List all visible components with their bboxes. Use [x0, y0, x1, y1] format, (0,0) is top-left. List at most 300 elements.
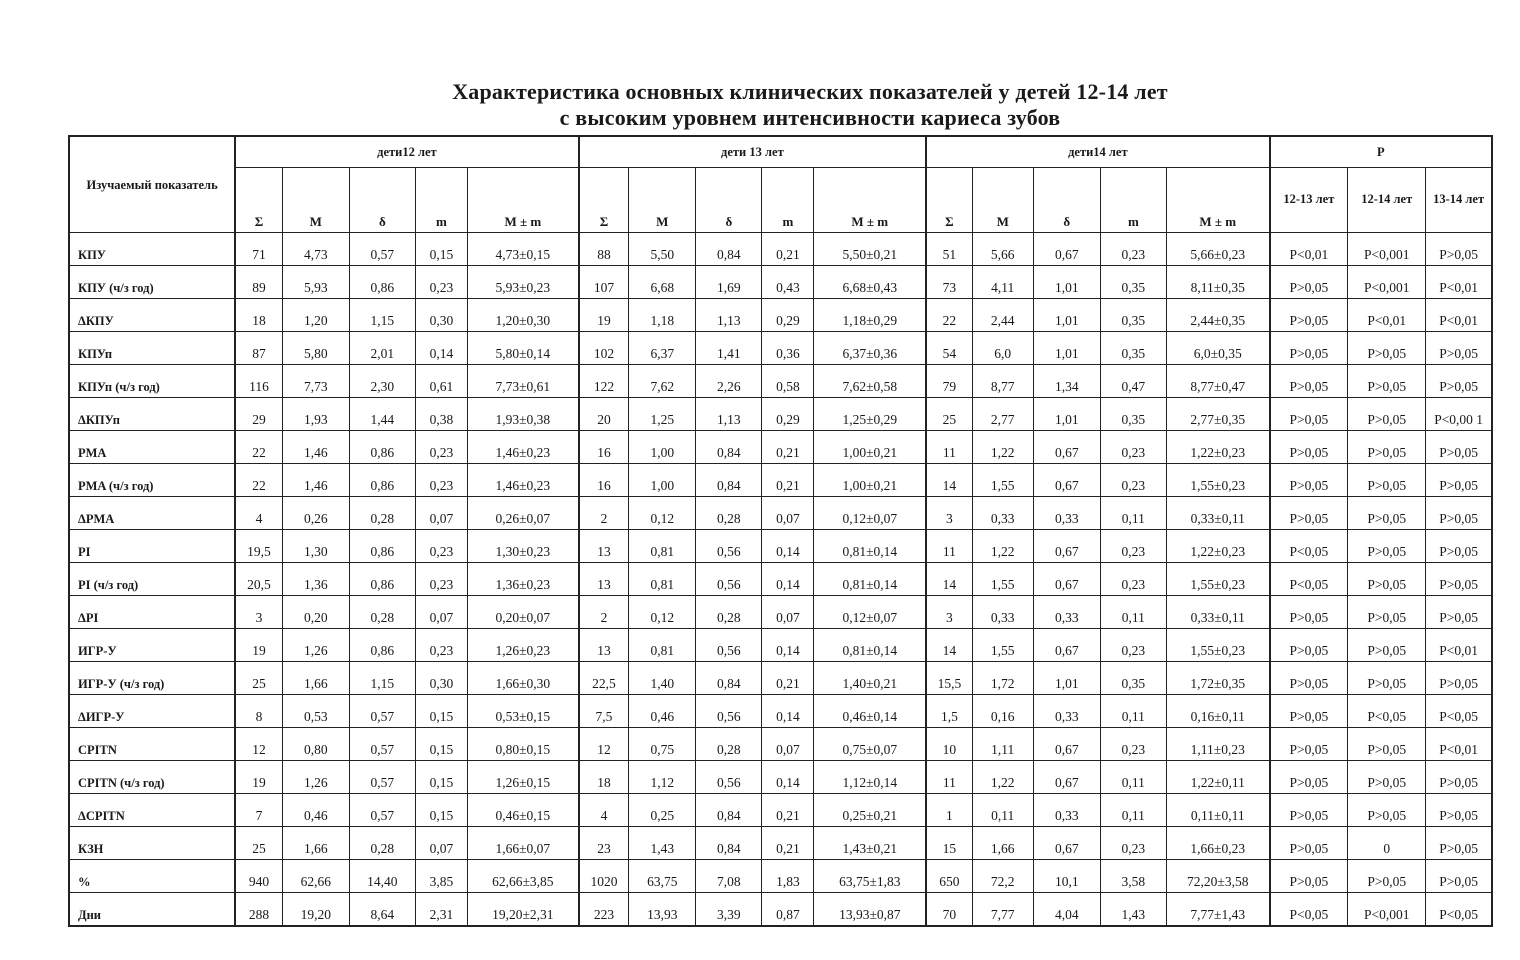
- table-cell: 0,81±0,14: [814, 629, 926, 662]
- row-label: ΔКПУп: [69, 398, 235, 431]
- table-cell: 0,14: [762, 530, 814, 563]
- table-cell: 122: [579, 365, 629, 398]
- table-cell: 0,33: [1033, 794, 1100, 827]
- table-cell: 0,23: [1100, 233, 1166, 266]
- row-label: CPITN: [69, 728, 235, 761]
- table-cell: 0,23: [1100, 563, 1166, 596]
- table-cell: P>0,05: [1270, 629, 1348, 662]
- table-cell: P>0,05: [1270, 299, 1348, 332]
- table-cell: 54: [926, 332, 972, 365]
- table-cell: 6,68: [629, 266, 696, 299]
- table-cell: 1,46: [282, 431, 349, 464]
- table-cell: 0,23: [415, 629, 467, 662]
- table-cell: P>0,05: [1426, 794, 1492, 827]
- table-cell: 0,53: [282, 695, 349, 728]
- table-cell: 29: [235, 398, 282, 431]
- table-row: [69, 893, 1492, 927]
- table-cell: 1,66: [972, 827, 1033, 860]
- table-cell: P>0,05: [1348, 761, 1426, 794]
- table-cell: 940: [235, 860, 282, 893]
- table-cell: 0,58: [762, 365, 814, 398]
- table-cell: 0,11: [1100, 695, 1166, 728]
- table-cell: 1,26: [282, 761, 349, 794]
- table-cell: 1,66±0,23: [1166, 827, 1269, 860]
- table-cell: 0,57: [349, 794, 415, 827]
- table-cell: 1,25: [629, 398, 696, 431]
- title-line-2: с высоким уровнем интенсивности кариеса зубов: [559, 105, 1061, 130]
- table-cell: P>0,05: [1348, 563, 1426, 596]
- table-cell: 0,35: [1100, 266, 1166, 299]
- table-cell: 20: [579, 398, 629, 431]
- table-cell: 0,57: [349, 761, 415, 794]
- table-cell: 1,43: [629, 827, 696, 860]
- table-cell: 0,75±0,07: [814, 728, 926, 761]
- table-cell: 2,44: [972, 299, 1033, 332]
- table-cell: P>0,05: [1426, 761, 1492, 794]
- table-cell: P>0,05: [1426, 662, 1492, 695]
- table-cell: 5,93: [282, 266, 349, 299]
- table-cell: 0,25: [629, 794, 696, 827]
- table-cell: 62,66: [282, 860, 349, 893]
- col-sigma: δ: [349, 168, 415, 233]
- table-cell: 0,81±0,14: [814, 530, 926, 563]
- col-mean: М: [629, 168, 696, 233]
- table-cell: 1,11: [972, 728, 1033, 761]
- table-cell: 0,23: [1100, 629, 1166, 662]
- table-cell: 1,55: [972, 464, 1033, 497]
- table-cell: 0,07: [762, 728, 814, 761]
- table-cell: 7,08: [696, 860, 762, 893]
- table-cell: 87: [235, 332, 282, 365]
- table-cell: 1,46±0,23: [467, 431, 578, 464]
- table-cell: 650: [926, 860, 972, 893]
- table-cell: 0,67: [1033, 233, 1100, 266]
- table-cell: 1,01: [1033, 266, 1100, 299]
- table-cell: 0,38: [415, 398, 467, 431]
- table-cell: 1,20±0,30: [467, 299, 578, 332]
- table-cell: 16: [579, 464, 629, 497]
- table-row: [69, 860, 1492, 893]
- group-header-14: дети14 лет: [926, 136, 1269, 168]
- table-cell: 0,47: [1100, 365, 1166, 398]
- table-cell: P<0,001: [1348, 893, 1426, 927]
- table-cell: 0,33: [972, 596, 1033, 629]
- table-cell: 7,73±0,61: [467, 365, 578, 398]
- table-cell: 0,33±0,11: [1166, 596, 1269, 629]
- table-cell: 1: [926, 794, 972, 827]
- table-cell: P<0,01: [1348, 299, 1426, 332]
- table-cell: P>0,05: [1348, 662, 1426, 695]
- document-title: [220, 79, 1400, 131]
- group-header-13: дети 13 лет: [579, 136, 926, 168]
- table-row: [69, 497, 1492, 530]
- table-row: [69, 398, 1492, 431]
- col-sigma: δ: [696, 168, 762, 233]
- table-cell: P>0,05: [1426, 530, 1492, 563]
- table-cell: 0,33: [1033, 695, 1100, 728]
- table-cell: 14: [926, 563, 972, 596]
- table-cell: P>0,05: [1270, 266, 1348, 299]
- table-cell: P>0,05: [1426, 431, 1492, 464]
- table-cell: 1,13: [696, 398, 762, 431]
- table-row: [69, 596, 1492, 629]
- row-label: ΔИГР-У: [69, 695, 235, 728]
- table-cell: 16: [579, 431, 629, 464]
- table-cell: 0,33: [972, 497, 1033, 530]
- table-cell: 7,77: [972, 893, 1033, 927]
- table-cell: 0,23: [1100, 530, 1166, 563]
- table-cell: 2,77±0,35: [1166, 398, 1269, 431]
- table-cell: 20,5: [235, 563, 282, 596]
- table-cell: 0,33: [1033, 497, 1100, 530]
- table-cell: 0,21: [762, 662, 814, 695]
- table-cell: P>0,05: [1348, 464, 1426, 497]
- table-cell: 4: [579, 794, 629, 827]
- table-cell: P>0,05: [1348, 596, 1426, 629]
- table-cell: 22: [235, 464, 282, 497]
- table-cell: 1,40: [629, 662, 696, 695]
- table-cell: 1,26±0,15: [467, 761, 578, 794]
- col-m: m: [1100, 168, 1166, 233]
- table-cell: 0,84: [696, 794, 762, 827]
- table-cell: 0: [1348, 827, 1426, 860]
- table-cell: 22,5: [579, 662, 629, 695]
- table-cell: 0,21: [762, 464, 814, 497]
- table-cell: 0,20±0,07: [467, 596, 578, 629]
- table-cell: 0,87: [762, 893, 814, 927]
- table-cell: 8: [235, 695, 282, 728]
- table-cell: 0,14: [762, 629, 814, 662]
- table-cell: 0,21: [762, 827, 814, 860]
- col-m: m: [762, 168, 814, 233]
- table-cell: 0,46: [282, 794, 349, 827]
- table-cell: 1,22±0,23: [1166, 431, 1269, 464]
- table-cell: 0,12: [629, 497, 696, 530]
- table-cell: 1,46±0,23: [467, 464, 578, 497]
- table-cell: P<0,01: [1426, 629, 1492, 662]
- table-cell: 1,46: [282, 464, 349, 497]
- table-row: [69, 365, 1492, 398]
- row-label: КПУ: [69, 233, 235, 266]
- table-cell: 12: [579, 728, 629, 761]
- table-cell: 7,77±1,43: [1166, 893, 1269, 927]
- table-cell: 0,15: [415, 794, 467, 827]
- table-cell: 88: [579, 233, 629, 266]
- table-cell: 12: [235, 728, 282, 761]
- table-cell: 1,55±0,23: [1166, 464, 1269, 497]
- table-cell: 1,11±0,23: [1166, 728, 1269, 761]
- table-cell: 1,44: [349, 398, 415, 431]
- table-cell: 0,86: [349, 266, 415, 299]
- col-p-13-14: 13-14 лет: [1426, 168, 1492, 233]
- table-cell: 0,23: [415, 266, 467, 299]
- table-cell: 0,46±0,14: [814, 695, 926, 728]
- table-cell: 0,67: [1033, 728, 1100, 761]
- table-cell: 1,66: [282, 827, 349, 860]
- row-label: %: [69, 860, 235, 893]
- table-cell: 19: [579, 299, 629, 332]
- table-cell: 3: [926, 497, 972, 530]
- table-cell: 13: [579, 530, 629, 563]
- table-cell: P>0,05: [1270, 761, 1348, 794]
- table-cell: 1,22: [972, 530, 1033, 563]
- table-cell: 1,01: [1033, 398, 1100, 431]
- table-cell: P<0,05: [1426, 893, 1492, 927]
- table-cell: 0,14: [762, 563, 814, 596]
- row-label: PMA: [69, 431, 235, 464]
- table-cell: 0,23: [415, 464, 467, 497]
- table-cell: 8,77: [972, 365, 1033, 398]
- table-cell: 8,11±0,35: [1166, 266, 1269, 299]
- table-cell: 0,23: [415, 530, 467, 563]
- table-cell: 102: [579, 332, 629, 365]
- table-cell: 4,11: [972, 266, 1033, 299]
- col-m: m: [415, 168, 467, 233]
- col-sum: Σ: [235, 168, 282, 233]
- table-cell: 2,44±0,35: [1166, 299, 1269, 332]
- table-cell: 0,81: [629, 530, 696, 563]
- table-cell: 4,04: [1033, 893, 1100, 927]
- table-cell: 0,23: [1100, 464, 1166, 497]
- table-cell: 4,73: [282, 233, 349, 266]
- table-cell: 1,12: [629, 761, 696, 794]
- table-cell: 0,80: [282, 728, 349, 761]
- row-label: ИГР-У (ч/з год): [69, 662, 235, 695]
- table-cell: 5,80±0,14: [467, 332, 578, 365]
- table-cell: 25: [235, 827, 282, 860]
- table-cell: 6,68±0,43: [814, 266, 926, 299]
- table-cell: 1,36±0,23: [467, 563, 578, 596]
- table-cell: 19,20±2,31: [467, 893, 578, 927]
- table-cell: 0,07: [415, 596, 467, 629]
- table-cell: P<0,01: [1426, 728, 1492, 761]
- row-label: КЗН: [69, 827, 235, 860]
- table-cell: 0,61: [415, 365, 467, 398]
- table-cell: 0,11±0,11: [1166, 794, 1269, 827]
- table-cell: 116: [235, 365, 282, 398]
- table-cell: 0,25±0,21: [814, 794, 926, 827]
- table-row: [69, 299, 1492, 332]
- table-cell: 19: [235, 761, 282, 794]
- table-cell: 1,22: [972, 761, 1033, 794]
- table-cell: 0,35: [1100, 662, 1166, 695]
- table-cell: 7: [235, 794, 282, 827]
- table-cell: P<0,05: [1348, 695, 1426, 728]
- table-cell: 72,20±3,58: [1166, 860, 1269, 893]
- table-cell: 18: [579, 761, 629, 794]
- row-label: ИГР-У: [69, 629, 235, 662]
- table-cell: 0,56: [696, 530, 762, 563]
- table-cell: 0,53±0,15: [467, 695, 578, 728]
- table-cell: P>0,05: [1426, 860, 1492, 893]
- table-cell: 0,30: [415, 662, 467, 695]
- table-cell: 15: [926, 827, 972, 860]
- table-cell: 1,34: [1033, 365, 1100, 398]
- table-cell: 1,22±0,23: [1166, 530, 1269, 563]
- row-label: КПУп (ч/з год): [69, 365, 235, 398]
- data-table: [68, 135, 1493, 927]
- table-cell: 0,35: [1100, 299, 1166, 332]
- table-cell: 25: [235, 662, 282, 695]
- table-cell: 0,57: [349, 695, 415, 728]
- table-cell: 1,15: [349, 299, 415, 332]
- table-cell: 0,56: [696, 695, 762, 728]
- table-cell: 0,21: [762, 794, 814, 827]
- table-cell: 1,01: [1033, 662, 1100, 695]
- col-p-12-14: 12-14 лет: [1348, 168, 1426, 233]
- table-cell: 7,5: [579, 695, 629, 728]
- table-cell: 1,66±0,30: [467, 662, 578, 695]
- table-row: [69, 266, 1492, 299]
- table-cell: P>0,05: [1426, 827, 1492, 860]
- table-cell: 3,39: [696, 893, 762, 927]
- table-cell: 22: [235, 431, 282, 464]
- table-cell: 2,31: [415, 893, 467, 927]
- table-cell: 11: [926, 761, 972, 794]
- table-cell: 0,84: [696, 827, 762, 860]
- table-cell: 1,00: [629, 464, 696, 497]
- table-cell: 0,81: [629, 629, 696, 662]
- table-cell: 1,55±0,23: [1166, 563, 1269, 596]
- table-cell: P>0,05: [1270, 398, 1348, 431]
- table-cell: 1,43±0,21: [814, 827, 926, 860]
- table-cell: 0,23: [1100, 827, 1166, 860]
- table-cell: 15,5: [926, 662, 972, 695]
- table-cell: 0,81±0,14: [814, 563, 926, 596]
- table-cell: 0,15: [415, 695, 467, 728]
- table-cell: 2,26: [696, 365, 762, 398]
- table-cell: P>0,05: [1270, 596, 1348, 629]
- table-cell: 14: [926, 629, 972, 662]
- table-cell: P<0,001: [1348, 233, 1426, 266]
- table-cell: 0,67: [1033, 464, 1100, 497]
- table-cell: 0,16±0,11: [1166, 695, 1269, 728]
- table-cell: 18: [235, 299, 282, 332]
- table-cell: 1,01: [1033, 299, 1100, 332]
- table-cell: 3: [235, 596, 282, 629]
- table-cell: 0,07: [415, 497, 467, 530]
- table-cell: 0,15: [415, 761, 467, 794]
- table-cell: 1,66±0,07: [467, 827, 578, 860]
- table-cell: 0,14: [762, 695, 814, 728]
- table-cell: 1,22: [972, 431, 1033, 464]
- table-row: [69, 662, 1492, 695]
- table-cell: 6,0: [972, 332, 1033, 365]
- table-cell: 63,75: [629, 860, 696, 893]
- table-cell: 3,58: [1100, 860, 1166, 893]
- table-cell: 1,55: [972, 629, 1033, 662]
- table-cell: 0,86: [349, 530, 415, 563]
- table-cell: 0,84: [696, 233, 762, 266]
- table-cell: 0,35: [1100, 398, 1166, 431]
- table-cell: 288: [235, 893, 282, 927]
- row-label: ΔCPITN: [69, 794, 235, 827]
- table-cell: P<0,05: [1270, 893, 1348, 927]
- table-cell: 0,07: [415, 827, 467, 860]
- table-cell: 0,43: [762, 266, 814, 299]
- table-cell: P>0,05: [1426, 497, 1492, 530]
- table-cell: 0,30: [415, 299, 467, 332]
- table-cell: 0,07: [762, 596, 814, 629]
- table-cell: 0,33: [1033, 596, 1100, 629]
- table-row: [69, 563, 1492, 596]
- table-cell: 14: [926, 464, 972, 497]
- table-cell: P>0,05: [1348, 860, 1426, 893]
- table-cell: 13: [579, 563, 629, 596]
- table-cell: P>0,05: [1270, 464, 1348, 497]
- table-cell: 1,26±0,23: [467, 629, 578, 662]
- table-cell: 0,16: [972, 695, 1033, 728]
- table-cell: 72,2: [972, 860, 1033, 893]
- table-cell: 1,66: [282, 662, 349, 695]
- table-cell: P>0,05: [1270, 695, 1348, 728]
- table-cell: P>0,05: [1270, 728, 1348, 761]
- table-cell: 3,85: [415, 860, 467, 893]
- table-row: [69, 431, 1492, 464]
- table-cell: 1,18: [629, 299, 696, 332]
- table-cell: 0,75: [629, 728, 696, 761]
- table-cell: 1,72: [972, 662, 1033, 695]
- table-cell: 0,29: [762, 299, 814, 332]
- table-cell: 0,56: [696, 563, 762, 596]
- table-cell: 1,15: [349, 662, 415, 695]
- table-cell: 23: [579, 827, 629, 860]
- table-cell: 79: [926, 365, 972, 398]
- table-cell: P>0,05: [1426, 464, 1492, 497]
- table-cell: 0,23: [415, 563, 467, 596]
- table-cell: 0,12±0,07: [814, 596, 926, 629]
- table-cell: P<0,01: [1270, 233, 1348, 266]
- table-cell: P>0,05: [1348, 629, 1426, 662]
- table-cell: 1,26: [282, 629, 349, 662]
- table-cell: P<0,05: [1270, 530, 1348, 563]
- table-cell: P>0,05: [1348, 431, 1426, 464]
- table-cell: 0,14: [762, 761, 814, 794]
- table-cell: 1,22±0,11: [1166, 761, 1269, 794]
- table-cell: 1,93±0,38: [467, 398, 578, 431]
- table-cell: 223: [579, 893, 629, 927]
- table-row: [69, 794, 1492, 827]
- table-cell: 2,01: [349, 332, 415, 365]
- table-cell: 7,62: [629, 365, 696, 398]
- table-cell: P>0,05: [1426, 233, 1492, 266]
- table-cell: 1,36: [282, 563, 349, 596]
- table-cell: 0,28: [349, 497, 415, 530]
- col-mean-pm: М ± m: [814, 168, 926, 233]
- table-cell: 0,20: [282, 596, 349, 629]
- table-body: [69, 233, 1492, 927]
- table-cell: P>0,05: [1426, 332, 1492, 365]
- col-mean: М: [972, 168, 1033, 233]
- table-cell: 0,11: [1100, 596, 1166, 629]
- table-cell: 0,21: [762, 233, 814, 266]
- row-label: ΔPMA: [69, 497, 235, 530]
- table-cell: P>0,05: [1426, 563, 1492, 596]
- table-cell: 0,28: [349, 827, 415, 860]
- table-cell: 1,12±0,14: [814, 761, 926, 794]
- table-row: [69, 464, 1492, 497]
- table-cell: P>0,05: [1270, 860, 1348, 893]
- table-cell: P>0,05: [1348, 728, 1426, 761]
- table-cell: 5,66±0,23: [1166, 233, 1269, 266]
- table-cell: 0,67: [1033, 431, 1100, 464]
- table-cell: 1,55±0,23: [1166, 629, 1269, 662]
- table-cell: 0,56: [696, 761, 762, 794]
- table-cell: P>0,05: [1270, 431, 1348, 464]
- table-cell: 4: [235, 497, 282, 530]
- table-row: [69, 827, 1492, 860]
- header-indicator: Изучаемый показатель: [69, 136, 235, 233]
